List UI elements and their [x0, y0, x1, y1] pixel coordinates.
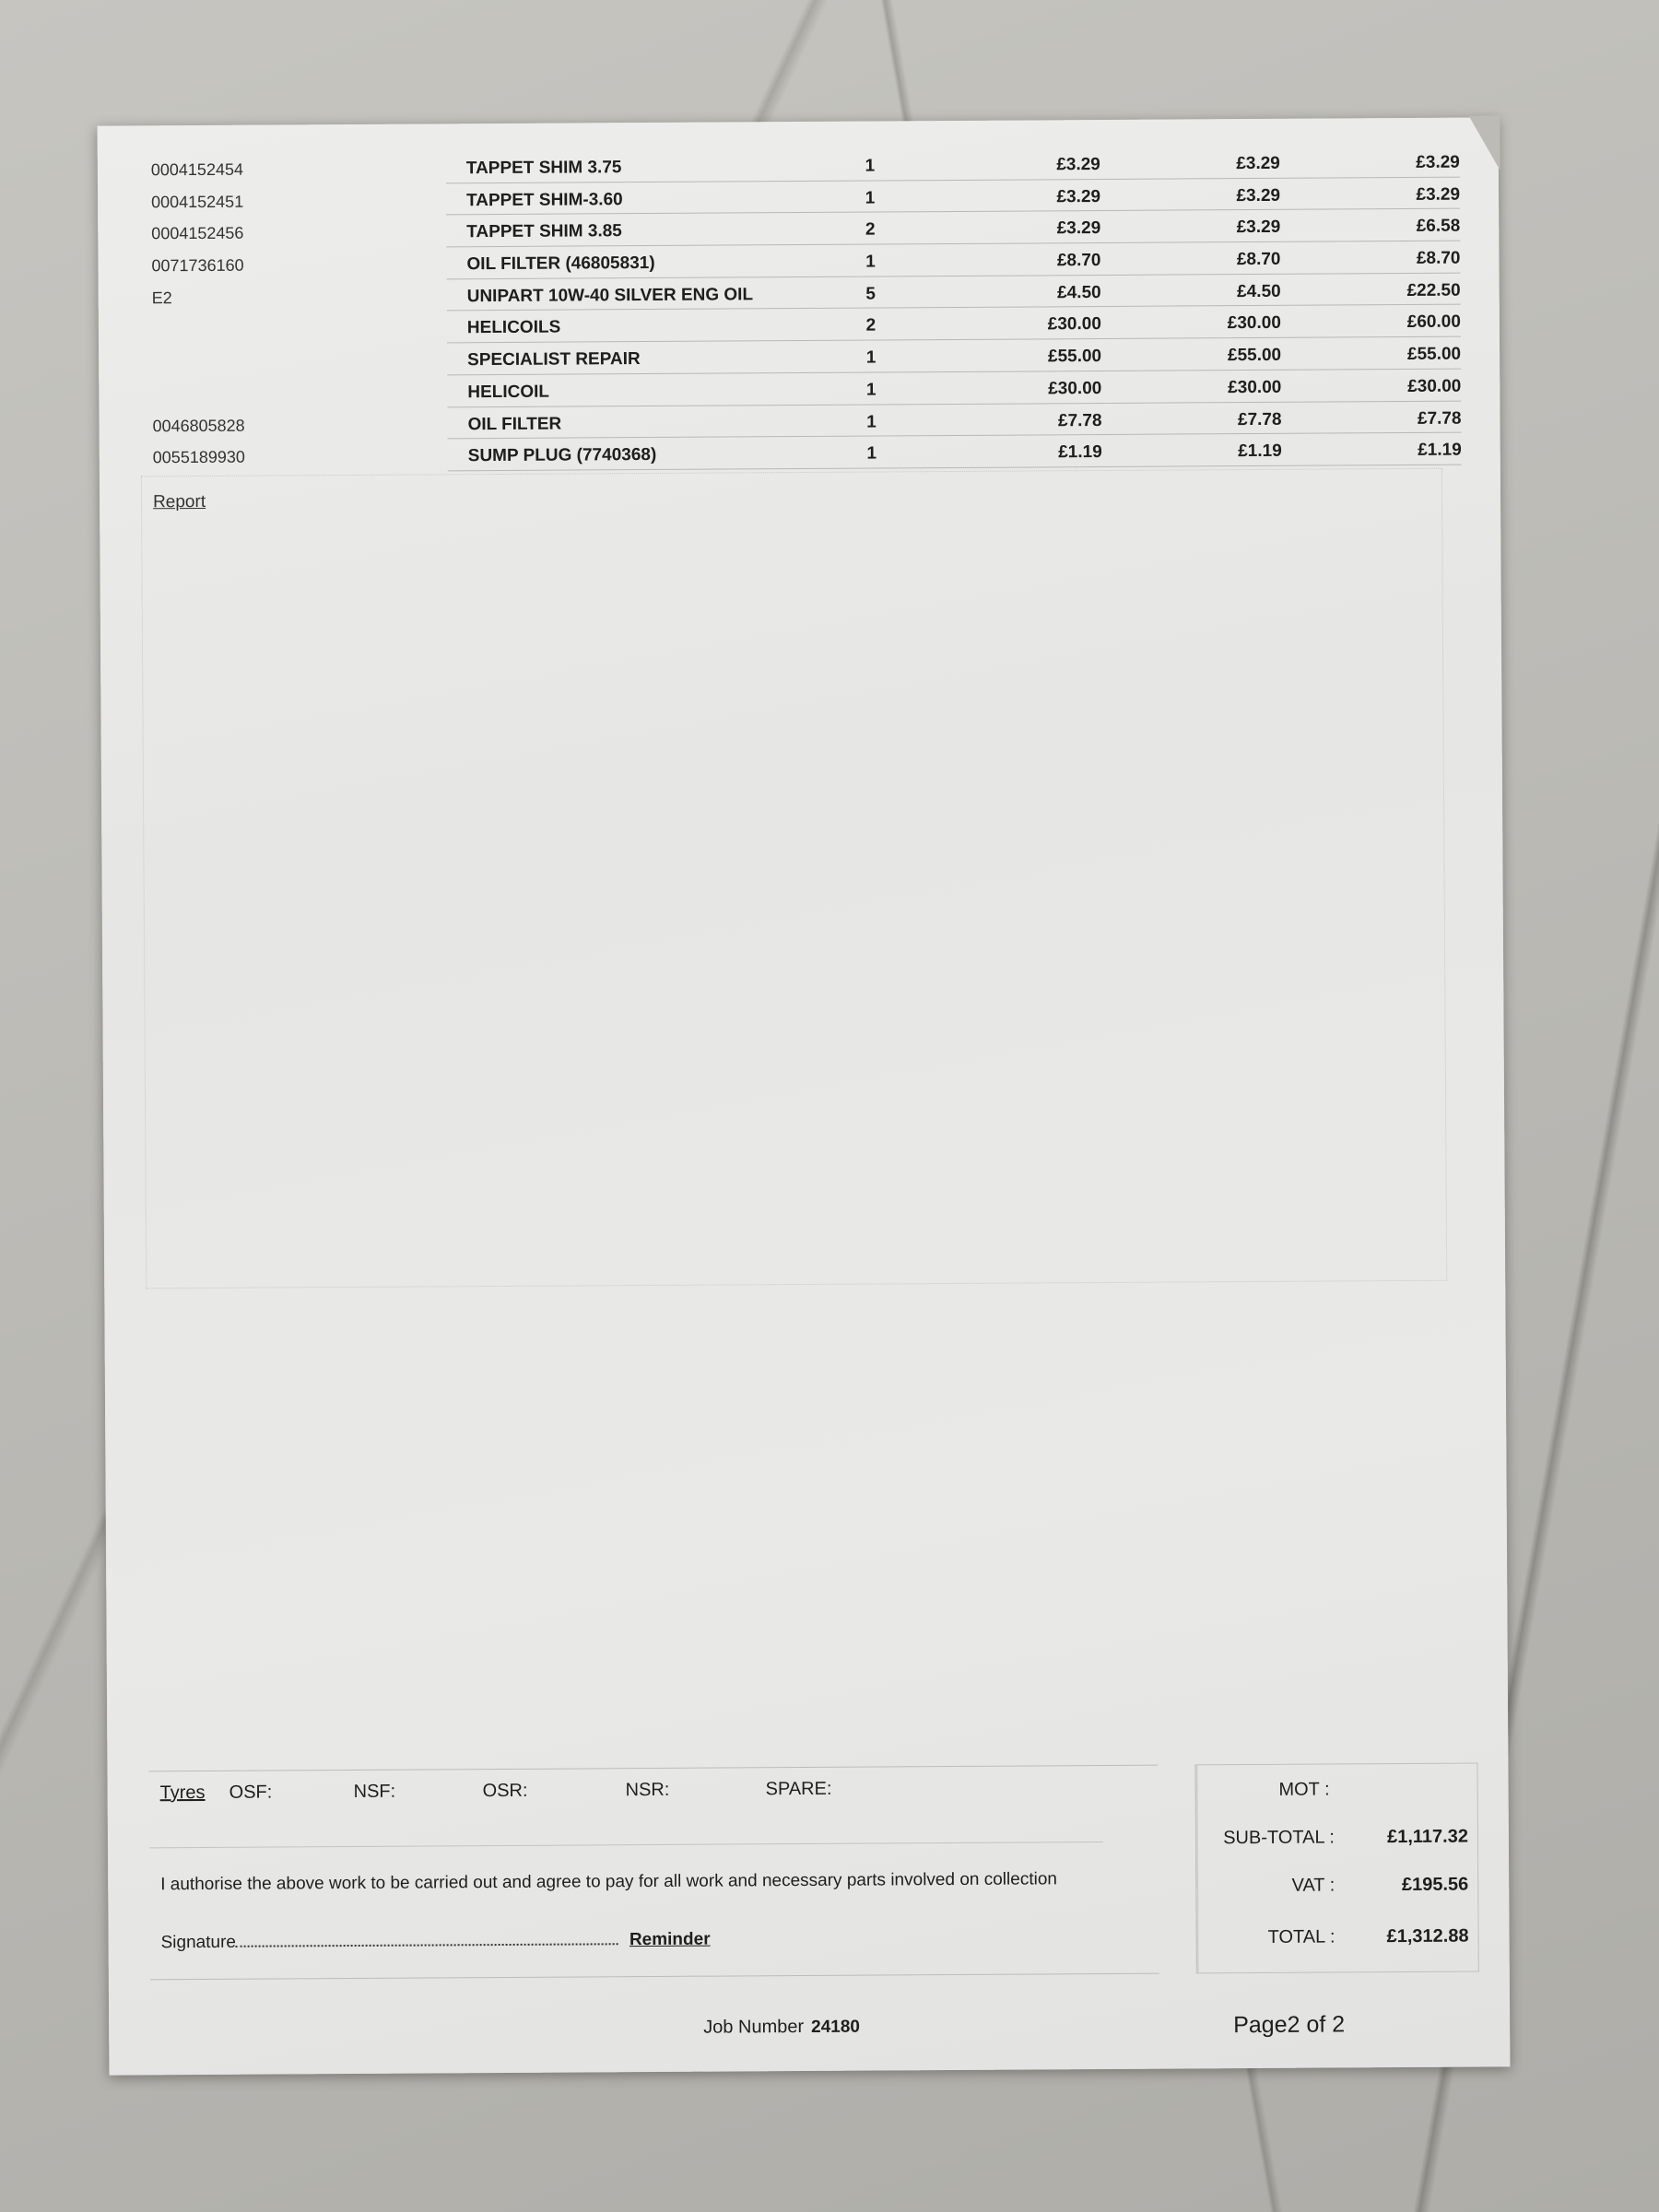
mot-label: MOT :: [1278, 1779, 1330, 1800]
report-link[interactable]: Report: [152, 491, 206, 512]
total-label: TOTAL :: [1267, 1926, 1335, 1947]
net-price: £4.50: [1237, 281, 1281, 301]
unit-price: £3.29: [1056, 218, 1101, 239]
net-price: £3.29: [1236, 153, 1280, 174]
unit-price: £8.70: [1056, 251, 1101, 271]
item-description: OIL FILTER: [467, 414, 562, 434]
subtotal-label: SUB-TOTAL :: [1223, 1827, 1335, 1849]
tyre-nsr-label: NSR:: [625, 1779, 670, 1801]
line-total: £7.78: [1417, 408, 1462, 429]
divider: [149, 1841, 1103, 1848]
unit-price: £3.29: [1056, 186, 1101, 206]
line-total: £8.70: [1416, 248, 1461, 268]
line-total: £1.19: [1418, 440, 1462, 461]
item-quantity: 1: [866, 443, 877, 464]
unit-price: £30.00: [1047, 314, 1101, 335]
part-code: 0055189930: [152, 447, 245, 467]
tyre-nsf-label: NSF:: [353, 1781, 396, 1802]
item-quantity: 5: [865, 284, 877, 304]
unit-price: £55.00: [1047, 347, 1102, 367]
subtotal-value: £1,117.32: [1386, 1826, 1468, 1848]
net-price: £8.70: [1236, 249, 1281, 270]
vat-label: VAT :: [1291, 1875, 1335, 1896]
part-code: 0071736160: [151, 255, 244, 276]
line-total: £6.58: [1416, 217, 1461, 237]
item-quantity: 1: [865, 252, 876, 272]
part-code: E2: [151, 288, 172, 308]
line-total: £3.29: [1416, 184, 1461, 205]
unit-price: £4.50: [1057, 282, 1101, 303]
job-number-label: Job Number: [703, 2017, 805, 2038]
tyre-osr-label: OSR:: [482, 1780, 528, 1802]
line-total: £30.00: [1407, 376, 1462, 396]
tyre-osf-label: OSF:: [229, 1782, 273, 1803]
item-description: OIL FILTER (46805831): [466, 253, 655, 275]
signature-line[interactable]: [236, 1942, 618, 1947]
page-number: Page2 of 2: [1233, 2011, 1346, 2039]
authorisation-text: I authorise the above work to be carried out and agree to pay for all work and necessary parts involved on collection: [160, 1869, 1057, 1895]
job-number: [703, 2017, 860, 2039]
part-code: 0004152451: [150, 192, 244, 211]
net-price: £3.29: [1236, 185, 1281, 206]
item-description: TAPPET SHIM-3.60: [465, 189, 623, 210]
invoice-page: [98, 117, 1511, 2075]
unit-price: £1.19: [1058, 442, 1102, 463]
item-quantity: 1: [865, 156, 876, 176]
item-description: UNIPART 10W-40 SILVER ENG OIL: [466, 285, 754, 306]
mot-row: [1196, 1779, 1477, 1800]
reminder-link[interactable]: Reminder: [629, 1929, 711, 1950]
vat-value: £195.56: [1401, 1874, 1469, 1896]
item-quantity: 1: [865, 347, 877, 368]
item-quantity: 2: [865, 315, 877, 336]
line-total: £3.29: [1416, 152, 1460, 172]
line-items-table: [151, 146, 1462, 474]
unit-price: £3.29: [1056, 155, 1100, 175]
net-price: £1.19: [1238, 441, 1282, 462]
line-total: £22.50: [1406, 280, 1461, 300]
item-quantity: 2: [865, 219, 876, 240]
item-quantity: 1: [865, 380, 877, 400]
unit-price: £7.78: [1057, 410, 1102, 430]
job-number-value: 24180: [811, 2017, 861, 2037]
item-description: TAPPET SHIM 3.75: [465, 158, 622, 179]
item-description: HELICOILS: [466, 318, 561, 338]
tyre-spare-label: SPARE:: [765, 1778, 832, 1800]
net-price: £30.00: [1228, 377, 1282, 397]
total-value: £1,312.88: [1386, 1925, 1469, 1947]
line-total: £55.00: [1406, 344, 1462, 365]
unit-price: £30.00: [1048, 378, 1102, 399]
item-description: HELICOIL: [467, 382, 550, 403]
line-total: £60.00: [1406, 312, 1461, 333]
total-row: [1197, 1925, 1478, 1947]
signature-row: [161, 1930, 711, 1954]
part-code: 0004152454: [150, 159, 244, 180]
item-quantity: 1: [865, 188, 876, 208]
totals-box: [1194, 1763, 1478, 1974]
net-price: £3.29: [1236, 218, 1281, 238]
part-code: 0004152456: [151, 224, 244, 243]
item-description: SPECIALIST REPAIR: [467, 349, 641, 371]
authorisation-box: [148, 1765, 1159, 1981]
print-area-frame: [141, 468, 1447, 1289]
net-price: £7.78: [1237, 409, 1282, 429]
net-price: £30.00: [1227, 313, 1281, 334]
signature-label: Signature: [160, 1932, 237, 1953]
vat-row: [1196, 1874, 1477, 1896]
item-description: TAPPET SHIM 3.85: [466, 221, 622, 242]
subtotal-row: [1196, 1826, 1477, 1849]
item-description: SUMP PLUG (7740368): [467, 445, 657, 466]
table-row: [153, 433, 1462, 473]
tyres-label[interactable]: Tyres: [159, 1782, 206, 1804]
part-code: 0046805828: [152, 416, 245, 435]
item-quantity: 1: [866, 412, 877, 432]
net-price: £55.00: [1227, 345, 1282, 366]
